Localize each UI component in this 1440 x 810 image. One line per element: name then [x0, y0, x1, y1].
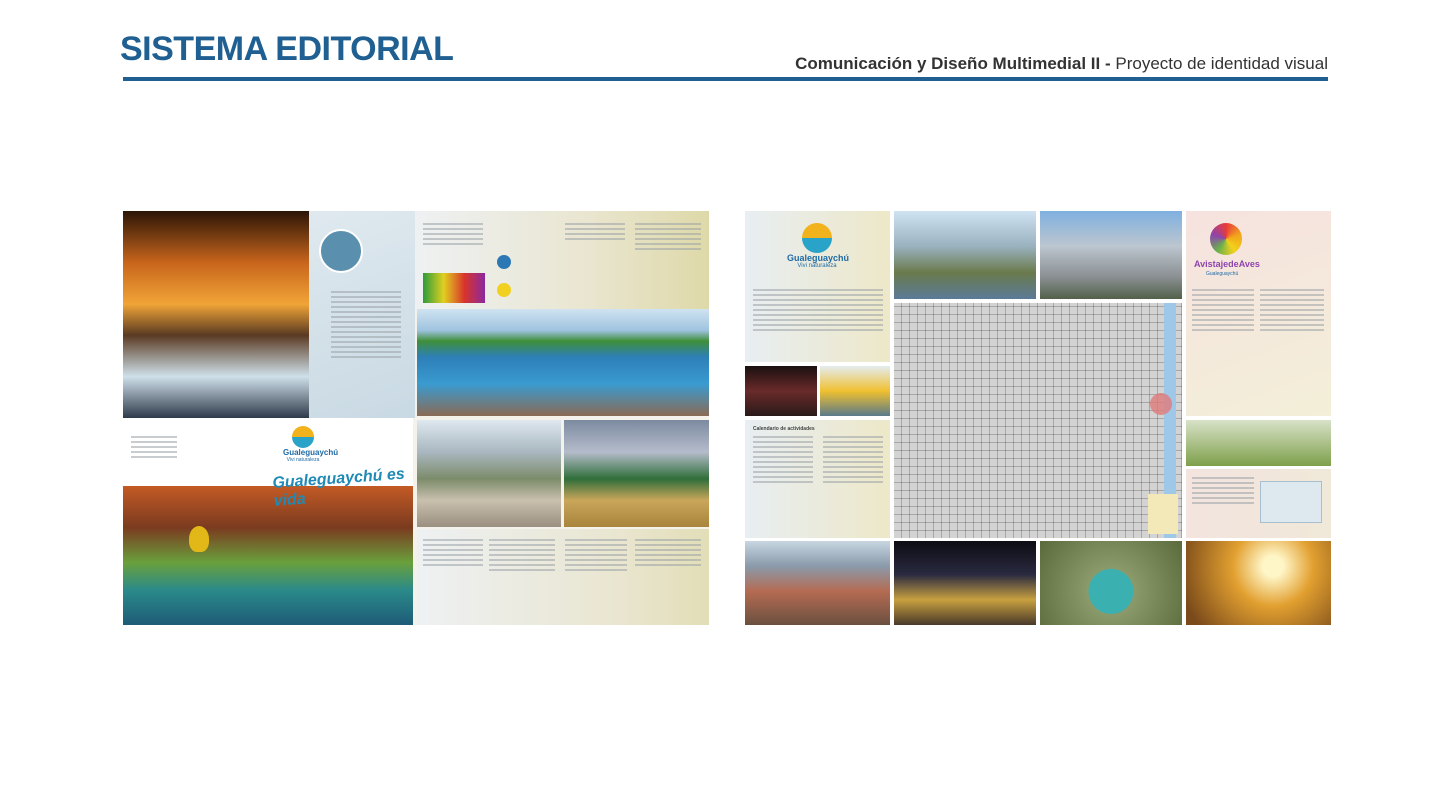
river-beach-photo: [417, 309, 709, 416]
weather-map: [423, 273, 485, 303]
logo-name: Gualeguaychú: [283, 448, 339, 457]
header-rule: [123, 77, 1328, 81]
route-map: [1260, 481, 1322, 523]
snowflake-icon: [497, 255, 511, 269]
slogan-text: Gualeguaychú es vida: [271, 465, 406, 510]
aves-logo-sub: Gualeguaychú: [1206, 271, 1239, 277]
route-page: [1186, 469, 1331, 538]
city-map: [894, 303, 1182, 538]
forest-river-photo: [123, 486, 413, 625]
map-marker-highlight: [1150, 393, 1172, 415]
left-spread: [123, 211, 709, 625]
right-spread: [745, 211, 1331, 625]
logo-icon: [802, 223, 832, 253]
logo-icon: [292, 426, 314, 448]
logo-tagline: Vivi naturaleza: [286, 457, 320, 463]
carnival-photo: [894, 541, 1036, 625]
climate-page: [415, 211, 709, 309]
upside-down-page: [309, 211, 415, 418]
castle-photo: [894, 211, 1036, 299]
calendar-title: Calendario de actividades: [753, 426, 815, 432]
harvester-photo: [564, 420, 709, 527]
course-label: Comunicación y Diseño Multimedial II -: [795, 54, 1111, 73]
forest-photo: [1186, 541, 1331, 625]
sunset-photo: [123, 211, 309, 418]
aves-logo-name: AvistajedeAves: [1194, 259, 1260, 269]
sun-icon: [497, 283, 511, 297]
islands-map: [319, 229, 363, 273]
guide-cover: [745, 211, 890, 362]
aerial-photo: [1040, 541, 1182, 625]
racetrack-photo: [745, 541, 890, 625]
calendar-page: [745, 420, 890, 538]
page-subtitle: [795, 54, 1328, 74]
rafting-photo: [820, 366, 890, 416]
dancers-photo: [745, 366, 817, 416]
aves-page: [1186, 211, 1331, 416]
cover-page: [123, 418, 413, 625]
aves-logo-icon: [1210, 223, 1242, 255]
map-legend: [1148, 494, 1178, 534]
bird-photo: [1186, 420, 1331, 466]
street-photo: [417, 420, 561, 527]
bird-image: [189, 526, 209, 552]
page-title: SISTEMA EDITORIAL: [120, 30, 454, 68]
logo-name: Gualeguaychú: [787, 253, 850, 263]
cathedral-photo: [1040, 211, 1182, 299]
project-label: Proyecto de identidad visual: [1115, 54, 1328, 73]
info-page: [417, 529, 709, 625]
logo-tagline: Vivi naturaleza: [797, 263, 837, 269]
